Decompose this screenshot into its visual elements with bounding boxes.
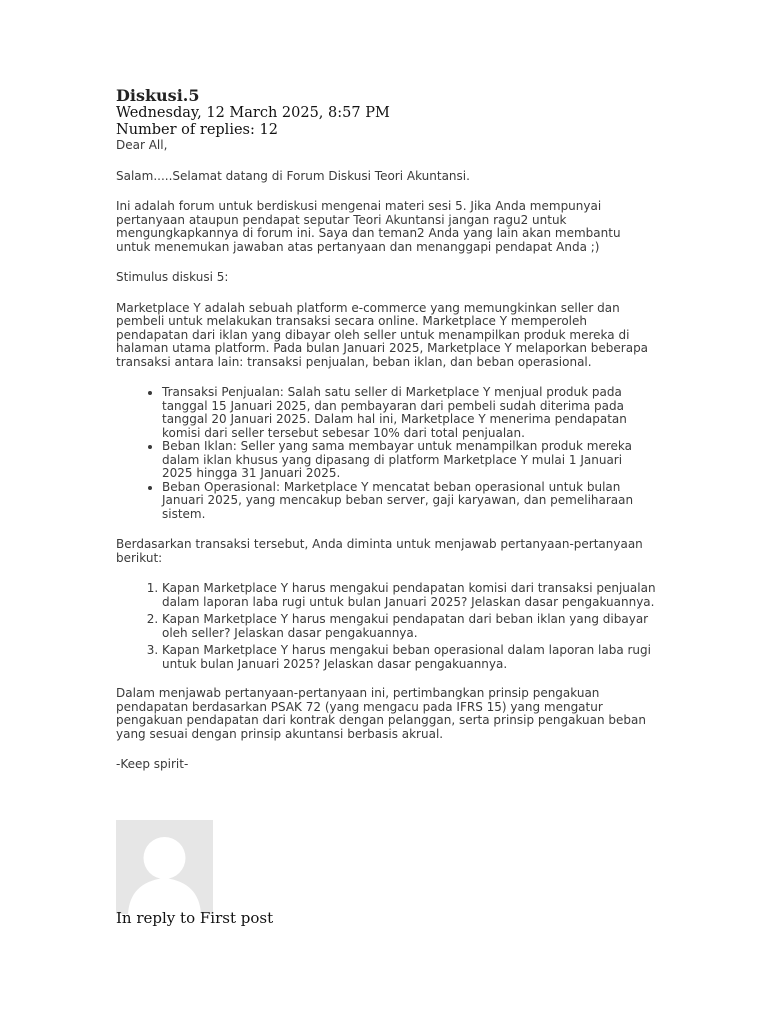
guidance-text: Dalam menjawab pertanyaan-pertanyaan ini, pertimbangkan prinsip pengakuan pendapatan berdasarkan PSAK 72 (yang mengacu pada IFRS 15) yang mengatur pengakuan pendapatan dari kontrak dengan pelanggan, serta prinsip pengakuan beban yang sesuai dengan prinsip akuntansi berbasis akrual. <box>116 686 647 741</box>
list-item: • Transaksi Penjualan: Salah satu seller di Marketplace Y menjual produk pada tanggal 15 Januari 2025, dan pembayaran dari pembeli sudah diterima pada tanggal 20 Januari 2025. Dalam hal ini, Marketplace Y menerima pendapatan komisi dari seller tersebut sebesar 10% dari total penjualan. <box>162 386 656 440</box>
welcome-text: Salam.....Selamat datang di Forum Diskusi Teori Akuntansi. <box>116 168 470 183</box>
transaction-list <box>116 386 656 521</box>
stimulus-heading: Stimulus diskusi 5: <box>116 270 229 284</box>
list-item: 2. Kapan Marketplace Y harus mengakui pendapatan dari beban iklan yang dibayar oleh seller? Jelaskan dasar pengakuannya. <box>162 613 656 640</box>
signoff: -Keep spirit- <box>116 757 189 771</box>
post-title: Diskusi.5 <box>116 86 200 105</box>
reply-label: In reply to First post <box>116 909 274 927</box>
post-body <box>116 139 656 772</box>
avatar-silhouette <box>116 820 213 914</box>
question-list <box>116 582 656 671</box>
post-date: Wednesday, 12 March 2025, 8:57 PM <box>116 105 390 121</box>
scenario-text: Marketplace Y adalah sebuah platform e-commerce yang memungkinkan seller dan pembeli untuk melakukan transaksi secara online. Marketplace Y memperoleh pendapatan dari iklan yang dibayar oleh seller untuk menampilkan produk mereka di halaman utama platform. Pada bulan Januari 2025, Marketplace Y melaporkan beberapa transaksi antara lain: transaksi penjualan, beban iklan, dan beban operasional. <box>116 300 649 369</box>
intro-text: Ini adalah forum untuk berdiskusi mengenai materi sesi 5. Jika Anda mempunyai pertanyaan ataupun pendapat seputar Teori Akuntansi jangan ragu2 untuk mengungkapkannya di forum ini. Saya dan teman2 Anda yang lain akan membantu untuk menemukan jawaban atas pertanyaan dan menanggapi pendapat Anda ;) <box>116 199 621 254</box>
list-item: • Beban Iklan: Seller yang sama membayar untuk menampilkan produk mereka dalam iklan khusus yang dipasang di platform Marketplace Y mulai 1 Januari 2025 hingga 31 Januari 2025. <box>162 440 656 481</box>
list-item: 3. Kapan Marketplace Y harus mengakui beban operasional dalam laporan laba rugi untuk bulan Januari 2025? Jelaskan dasar pengakuannya. <box>162 644 656 671</box>
list-item: • Beban Operasional: Marketplace Y mencatat beban operasional untuk bulan Januari 2025, yang mencakup beban server, gaji karyawan, dan pemeliharaan sistem. <box>162 481 656 522</box>
question-intro: Berdasarkan transaksi tersebut, Anda diminta untuk menjawab pertanyaan-pertanyaan berikut: <box>116 537 643 565</box>
user-avatar-icon[interactable] <box>116 820 213 914</box>
reply-count: Number of replies: 12 <box>116 122 278 138</box>
list-item: 1. Kapan Marketplace Y harus mengakui pendapatan komisi dari transaksi penjualan dalam laporan laba rugi untuk bulan Januari 2025? Jelaskan dasar pengakuannya. <box>162 582 656 609</box>
forum-post <box>116 86 656 772</box>
greeting: Dear All, <box>116 138 168 152</box>
